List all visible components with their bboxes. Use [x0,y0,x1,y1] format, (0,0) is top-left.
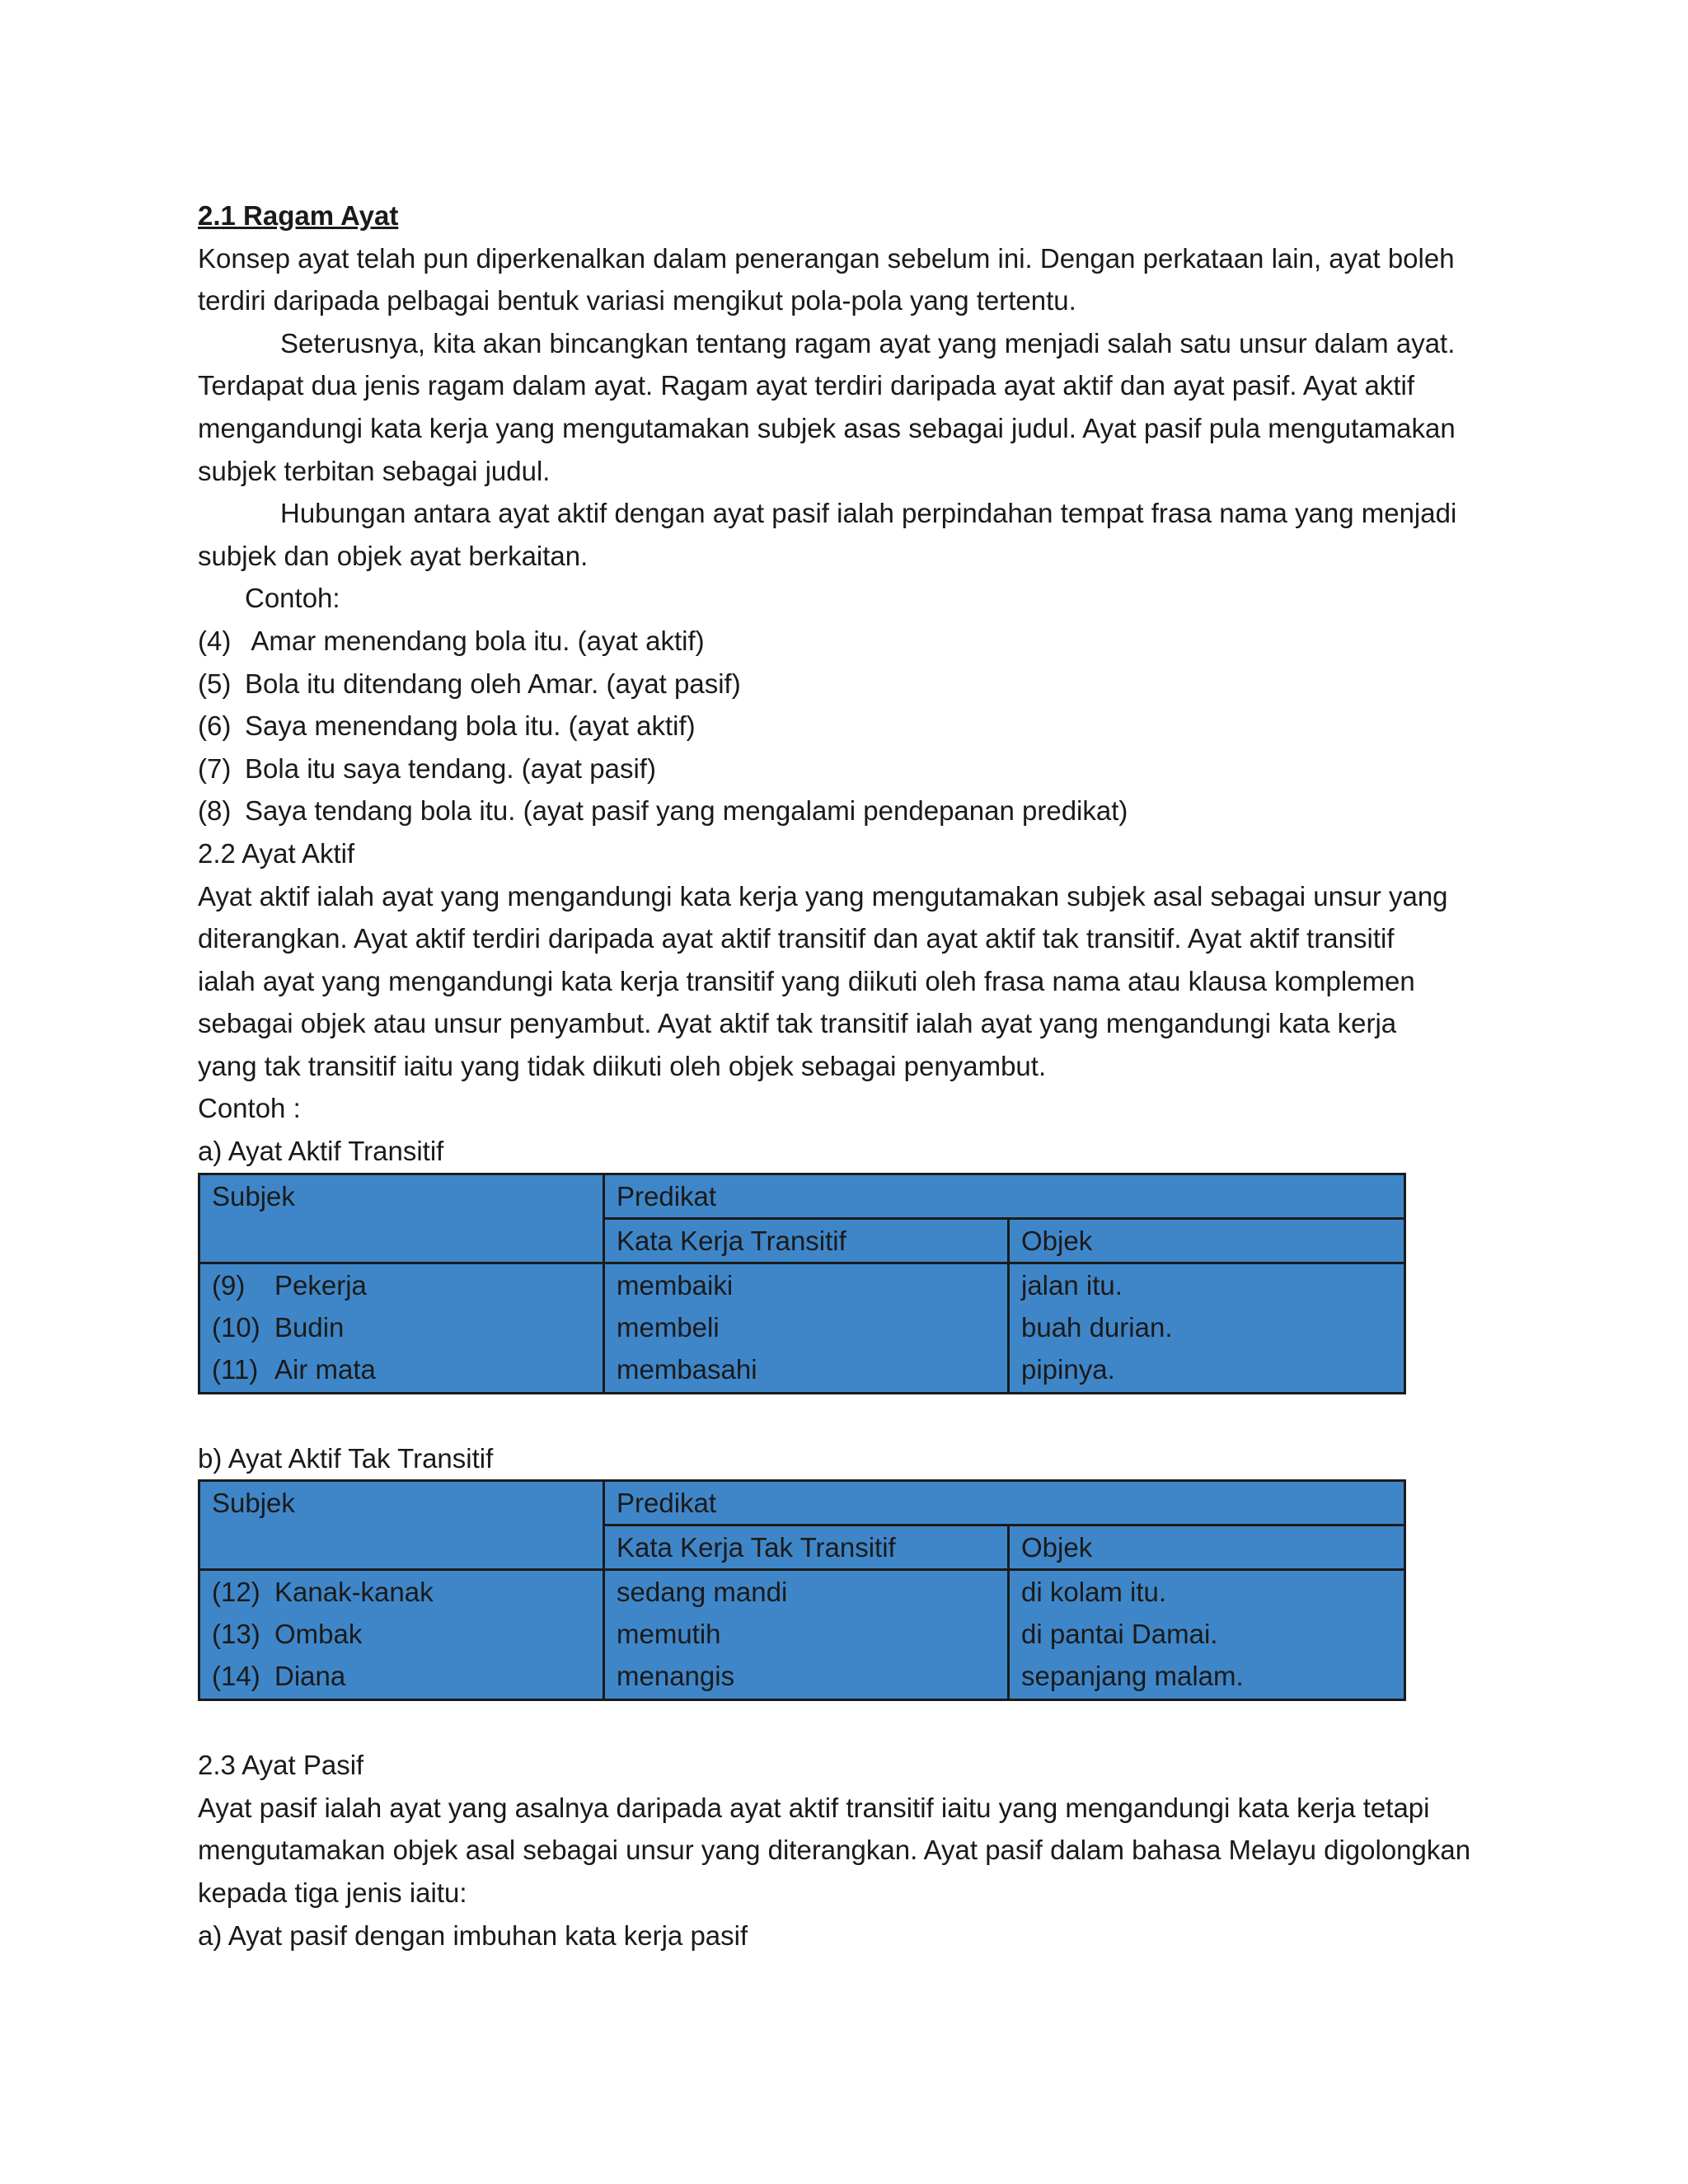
subjek-value: Budin [274,1311,345,1343]
example-number: (8) [198,795,232,827]
objek-cell [1009,1263,1405,1393]
verb-cell [604,1263,1009,1393]
example-item [198,790,1500,832]
predikat-header: Predikat [604,1481,1405,1526]
objek-value: jalan itu. [1021,1269,1123,1301]
paragraph-line: Hubungan antara ayat aktif dengan ayat pasif ialah perpindahan tempat frasa nama yang menjadi [280,498,1457,529]
table-row [212,1348,591,1390]
subsection-a: a) Ayat pasif dengan imbuhan kata kerja pasif [198,1919,748,1951]
verb-value: membeli [617,1311,720,1343]
verb-value: memutih [617,1619,721,1650]
table-row [212,1571,591,1613]
objek-value: sepanjang malam. [1021,1661,1244,1692]
verb-header: Kata Kerja Transitif [604,1218,1009,1263]
objek-value: buah durian. [1021,1311,1173,1343]
row-number: (9) [212,1269,246,1301]
row-number: (14) [212,1661,260,1692]
table-row [212,1655,591,1697]
table-row [212,1613,591,1655]
example-number: (5) [198,668,232,699]
subjek-header: Subjek [199,1481,604,1570]
subjek-value: Pekerja [274,1269,367,1301]
verb-value: sedang mandi [617,1577,788,1608]
example-text: Bola itu ditendang oleh Amar. (ayat pasif) [245,668,741,699]
paragraph-line: Ayat pasif ialah ayat yang asalnya daripada ayat aktif transitif iaitu yang mengandungi kata kerja tetapi [198,1792,1430,1823]
paragraph-line: kepada tiga jenis iaitu: [198,1877,467,1909]
paragraph-line: Terdapat dua jenis ragam dalam ayat. Ragam ayat terdiri daripada ayat aktif dan ayat pasif. Ayat aktif [198,370,1415,401]
paragraph-line: Ayat aktif ialah ayat yang mengandungi kata kerja yang mengutamakan subjek asal sebagai unsur yang [198,880,1448,912]
contoh-label: Contoh: [245,583,340,614]
verb-value: membasahi [617,1353,757,1385]
table-body-row [199,1263,1405,1393]
verb-header: Kata Kerja Tak Transitif [604,1526,1009,1570]
verb-cell [604,1570,1009,1700]
paragraph-line: terdiri daripada pelbagai bentuk variasi mengikut pola-pola yang tertentu. [198,285,1076,316]
section-heading-2-3: 2.3 Ayat Pasif [198,1750,364,1781]
table-header-row [199,1481,1405,1526]
objek-cell [1009,1570,1405,1700]
example-item [198,620,1500,663]
example-text: Saya menendang bola itu. (ayat aktif) [245,710,696,742]
example-number: (6) [198,710,232,742]
section-heading-2-1: 2.1 Ragam Ayat [198,200,399,231]
objek-value: pipinya. [1021,1353,1115,1385]
row-number: (13) [212,1619,260,1650]
paragraph-line: ialah ayat yang mengandungi kata kerja transitif yang diikuti oleh frasa nama atau klausa komplemen [198,965,1415,996]
example-text: Amar menendang bola itu. (ayat aktif) [245,625,705,656]
objek-value: di kolam itu. [1021,1577,1167,1608]
subjek-value: Diana [274,1661,346,1692]
paragraph-line: subjek terbitan sebagai judul. [198,455,551,486]
subjek-value: Ombak [274,1619,363,1650]
row-number: (10) [212,1311,260,1343]
objek-value: di pantai Damai. [1021,1619,1218,1650]
paragraph-line: mengandungi kata kerja yang mengutamakan subjek asas sebagai judul. Ayat pasif pula mengutamakan [198,412,1456,443]
paragraph-line: mengutamakan objek asal sebagai unsur yang diterangkan. Ayat pasif dalam bahasa Melayu digolongkan [198,1835,1471,1866]
table-header-row [199,1174,1405,1218]
table-row [212,1264,591,1306]
objek-header: Objek [1009,1526,1405,1570]
subjek-value: Air mata [274,1353,376,1385]
table-row [212,1306,591,1348]
paragraph-line: diterangkan. Ayat aktif terdiri daripada ayat aktif transitif dan ayat aktif tak transitif. Ayat aktif transitif [198,923,1395,954]
table-a-caption: a) Ayat Aktif Transitif [198,1136,444,1167]
spacer [198,1394,1500,1437]
section-heading-2-2: 2.2 Ayat Aktif [198,837,355,869]
document-page [198,194,1500,1957]
row-number: (11) [212,1353,259,1385]
table-ayat-aktif-transitif [198,1173,1406,1394]
table-ayat-aktif-tak-transitif [198,1479,1406,1701]
example-number: (4) [198,625,232,656]
table-b-caption: b) Ayat Aktif Tak Transitif [198,1442,494,1474]
paragraph-line: sebagai objek atau unsur penyambut. Ayat aktif tak transitif ialah ayat yang mengandungi kata kerja [198,1008,1397,1039]
subjek-cell [199,1570,604,1700]
objek-header: Objek [1009,1218,1405,1263]
example-item [198,705,1500,748]
example-item [198,663,1500,705]
example-item [198,748,1500,790]
example-text: Saya tendang bola itu. (ayat pasif yang mengalami pendepanan predikat) [245,795,1128,827]
paragraph-line: subjek dan objek ayat berkaitan. [198,540,588,571]
contoh-label: Contoh : [198,1093,301,1124]
paragraph-line: Konsep ayat telah pun diperkenalkan dalam penerangan sebelum ini. Dengan perkataan lain, ayat boleh [198,242,1455,274]
subjek-value: Kanak-kanak [274,1577,434,1608]
example-number: (7) [198,752,232,784]
paragraph-line: Seterusnya, kita akan bincangkan tentang ragam ayat yang menjadi salah satu unsur dalam ayat. [280,327,1456,359]
table-body-row [199,1570,1405,1700]
paragraph-line: yang tak transitif iaitu yang tidak diikuti oleh objek sebagai penyambut. [198,1050,1047,1081]
subjek-cell [199,1263,604,1393]
spacer [198,1701,1500,1744]
subjek-header: Subjek [199,1174,604,1263]
verb-value: membaiki [617,1269,734,1301]
verb-value: menangis [617,1661,735,1692]
row-number: (12) [212,1577,260,1608]
example-text: Bola itu saya tendang. (ayat pasif) [245,752,656,784]
predikat-header: Predikat [604,1174,1405,1218]
